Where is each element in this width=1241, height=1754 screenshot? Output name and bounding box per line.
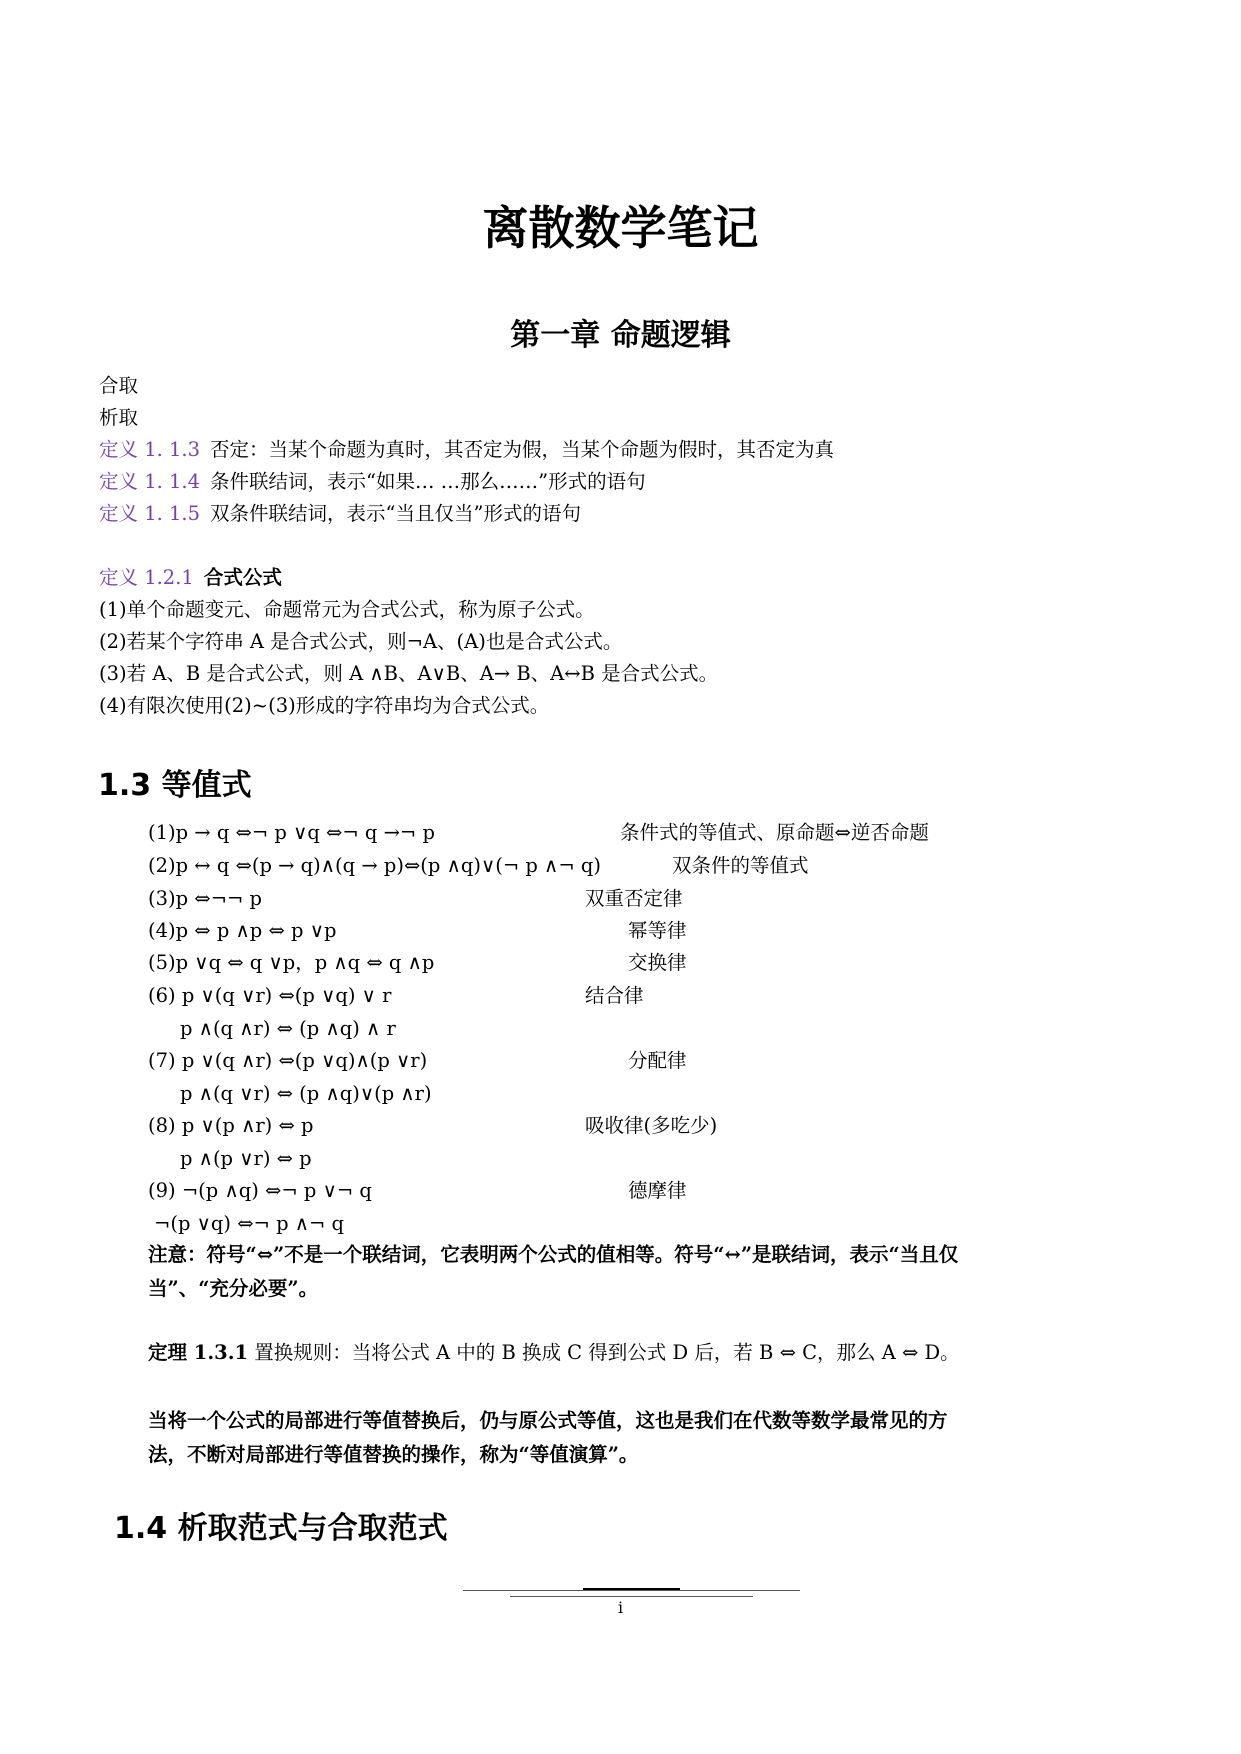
- definition-line: [99, 500, 581, 528]
- definition-text: 否定：当某个命题为真时，其否定为假，当某个命题为假时，其否定为真: [210, 438, 835, 461]
- equivalence-formula: (7) p ∨(q ∧r) ⇔(p ∨q)∧(p ∨r): [148, 1049, 428, 1072]
- note-text: 注意：符号“⇔”不是一个联结词，它表明两个公式的值相等。符号“↔”是联结词，表示“当且仅当”、“充分必要”。: [148, 1243, 959, 1300]
- definition-text: 双条件联结词，表示“当且仅当”形式的语句: [210, 502, 581, 525]
- footer-rule: [510, 1596, 753, 1597]
- equivalence-formula: p ∧(p ∨r) ⇔ p: [180, 1147, 312, 1170]
- theorem-explanation: [104, 1404, 964, 1472]
- equivalence-law-name: 双重否定律: [585, 887, 683, 910]
- wff-rule: (3)若 A、B 是合式公式，则 A ∧B、A∨B、A→ B、A↔B 是合式公式。: [99, 662, 719, 685]
- equivalence-formula: (2)p ↔ q ⇔(p → q)∧(q → p)⇔(p ∧q)∨(¬ p ∧¬ q): [148, 854, 601, 877]
- document-title: 离散数学笔记: [482, 201, 759, 255]
- definition-tag: 定义 1. 1.4: [99, 470, 201, 493]
- intro-line: 合取: [99, 374, 139, 397]
- theorem-explanation-text: 当将一个公式的局部进行等值替换后，仍与原公式等值，这也是我们在代数等数学最常见的方法，不断对局部进行等值替换的操作，称为“等值演算”。: [148, 1409, 948, 1466]
- equivalence-law-name: 吸收律(多吃少): [585, 1114, 718, 1137]
- definition-line: [99, 564, 282, 592]
- equivalence-formula: (9) ¬(p ∧q) ⇔¬ p ∨¬ q: [148, 1179, 372, 1202]
- equivalence-law-name: 交换律: [628, 951, 687, 974]
- definition-tag: 定义 1. 1.3: [99, 438, 201, 461]
- note-paragraph: [104, 1238, 964, 1306]
- definition-text: 条件联结词，表示“如果… …那么……”形式的语句: [210, 470, 646, 493]
- equivalence-formula: (1)p → q ⇔¬ p ∨q ⇔¬ q →¬ p: [148, 821, 435, 844]
- definition-line: [99, 468, 646, 496]
- theorem-label: 定理 1.3.1: [148, 1341, 249, 1364]
- theorem-paragraph: [104, 1336, 964, 1370]
- wff-rule: (1)单个命题变元、命题常元为合式公式，称为原子公式。: [99, 598, 595, 621]
- equivalence-formula: (8) p ∨(p ∧r) ⇔ p: [148, 1114, 314, 1137]
- intro-line: 析取: [99, 406, 139, 429]
- definition-tag: 定义 1.2.1: [99, 566, 194, 589]
- page-number: i: [617, 1598, 624, 1617]
- definition-line: [99, 436, 834, 464]
- equivalence-formula: (5)p ∨q ⇔ q ∨p，p ∧q ⇔ q ∧p: [148, 951, 435, 974]
- chapter-heading: 第一章 命题逻辑: [510, 318, 731, 353]
- wff-rule: (2)若某个字符串 A 是合式公式，则¬A、(A)也是合式公式。: [99, 630, 623, 653]
- equivalence-law-name: 双条件的等值式: [672, 854, 809, 877]
- definition-tag: 定义 1. 1.5: [99, 502, 201, 525]
- equivalence-formula: p ∧(q ∧r) ⇔ (p ∧q) ∧ r: [180, 1017, 396, 1040]
- equivalence-formula: ¬(p ∨q) ⇔¬ p ∧¬ q: [154, 1212, 345, 1235]
- equivalence-law-name: 分配律: [628, 1049, 687, 1072]
- equivalence-formula: p ∧(q ∨r) ⇔ (p ∧q)∨(p ∧r): [180, 1082, 432, 1105]
- equivalence-law-name: 德摩律: [628, 1179, 687, 1202]
- definition-title: 合式公式: [203, 566, 282, 589]
- equivalence-formula: (4)p ⇔ p ∧p ⇔ p ∨p: [148, 919, 337, 942]
- equivalence-law-name: 条件式的等值式、原命题⇔逆否命题: [620, 821, 929, 844]
- equivalence-formula: (6) p ∨(q ∨r) ⇔(p ∨q) ∨ r: [148, 984, 392, 1007]
- footer-rule: [463, 1590, 800, 1591]
- section-heading-1-3: 1.3 等值式: [98, 768, 252, 803]
- equivalence-law-name: 幂等律: [628, 919, 687, 942]
- section-heading-1-4: 1.4 析取范式与合取范式: [114, 1511, 448, 1546]
- wff-rule: (4)有限次使用(2)~(3)形成的字符串均为合式公式。: [99, 694, 550, 717]
- equivalence-law-name: 结合律: [585, 984, 644, 1007]
- theorem-text: 置换规则：当将公式 A 中的 B 换成 C 得到公式 D 后，若 B ⇔ C，那么 A ⇔ D。: [254, 1341, 960, 1364]
- equivalence-formula: (3)p ⇔¬¬ p: [148, 887, 263, 910]
